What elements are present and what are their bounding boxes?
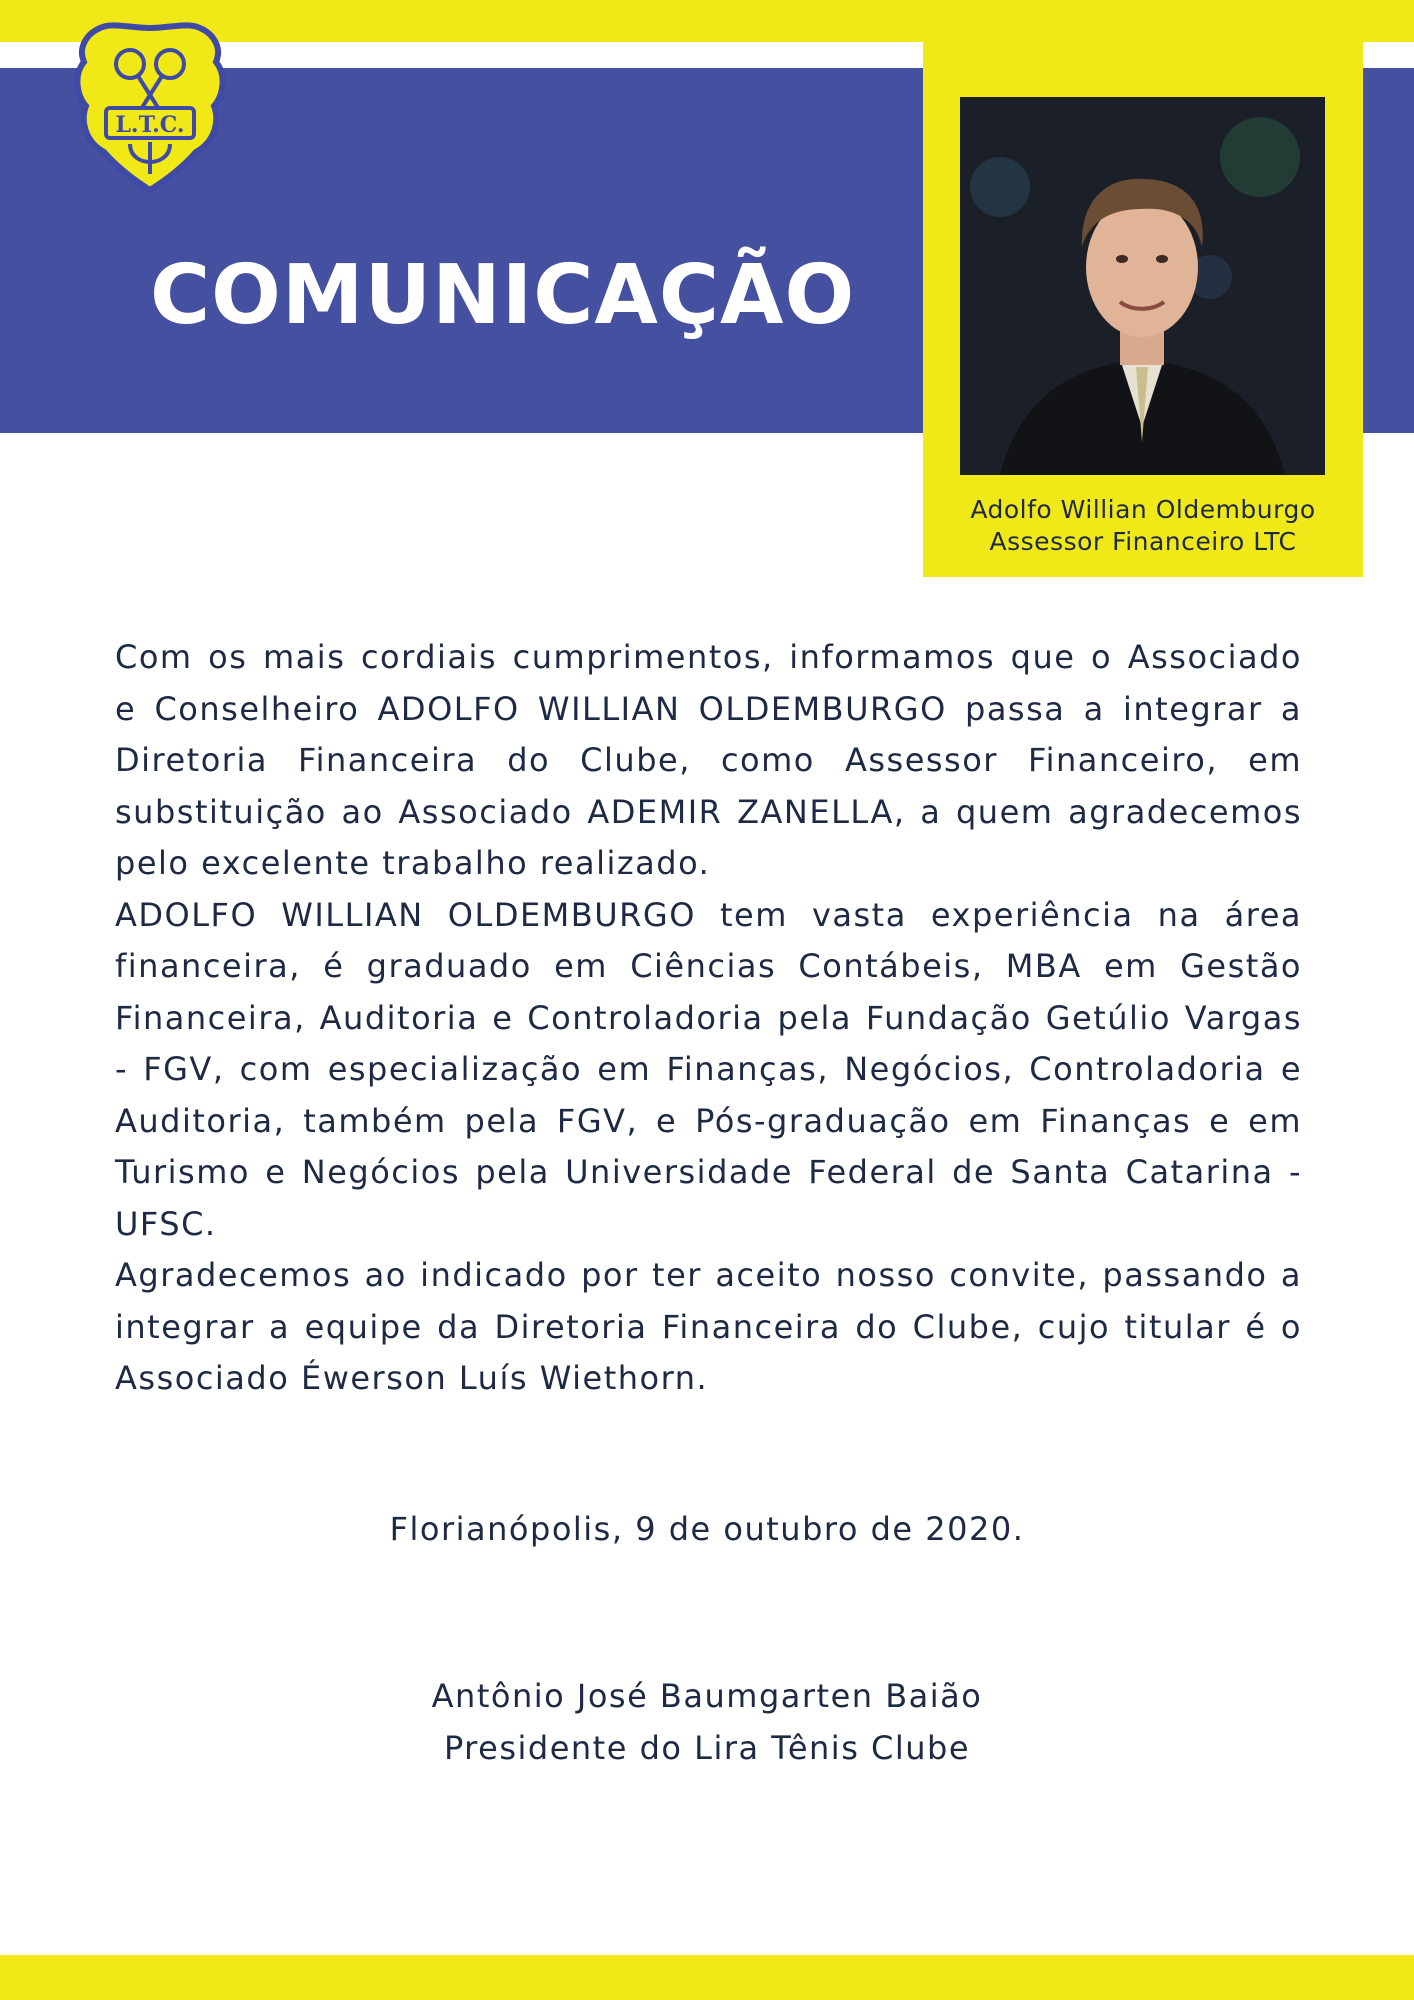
caption-name: Adolfo Willian Oldemburgo <box>970 495 1316 524</box>
logo-text: L.T.C. <box>115 112 185 138</box>
photo-caption <box>923 494 1363 558</box>
caption-role: Assessor Financeiro LTC <box>989 527 1297 556</box>
place-date: Florianópolis, 9 de outubro de 2020. <box>389 1510 1025 1548</box>
bottom-yellow-bar <box>0 1955 1414 2000</box>
signer-name: Antônio José Baumgarten Baião <box>431 1677 983 1715</box>
announcement-body <box>115 632 1302 1405</box>
signature-block <box>0 1670 1414 1774</box>
club-logo <box>70 18 230 196</box>
photo-card <box>923 42 1363 577</box>
paragraph-2: ADOLFO WILLIAN OLDEMBURGO tem vasta experiência na área financeira, é graduado em Ciências Contábeis, MBA em Gestão Financeira, Auditoria e Controladoria pela Fundação Getúlio Vargas - FGV, com especialização em Finanças, Negócios, Controladoria e Auditoria, também pela FGV, e Pós-graduação em Finanças e em Turismo e Negócios pela Universidade Federal de Santa Catarina - UFSC. <box>115 895 1302 1243</box>
page-title: COMUNICAÇÃO <box>150 248 856 343</box>
paragraph-1: Com os mais cordiais cumprimentos, informamos que o Associado e Conselheiro ADOLFO WILLIAN OLDEMBURGO passa a integrar a Diretoria Financeira do Clube, como Assessor Financeiro, em substituição ao Associado ADEMIR ZANELLA, a quem agradecemos pelo excelente trabalho realizado. <box>115 638 1302 882</box>
portrait-photo <box>960 97 1325 475</box>
paragraph-3: Agradecemos ao indicado por ter aceito nosso convite, passando a integrar a equipe da Diretoria Financeira do Clube, cujo titular é o Associado Éwerson Luís Wiethorn. <box>115 1256 1302 1397</box>
signer-role: Presidente do Lira Tênis Clube <box>443 1729 971 1767</box>
